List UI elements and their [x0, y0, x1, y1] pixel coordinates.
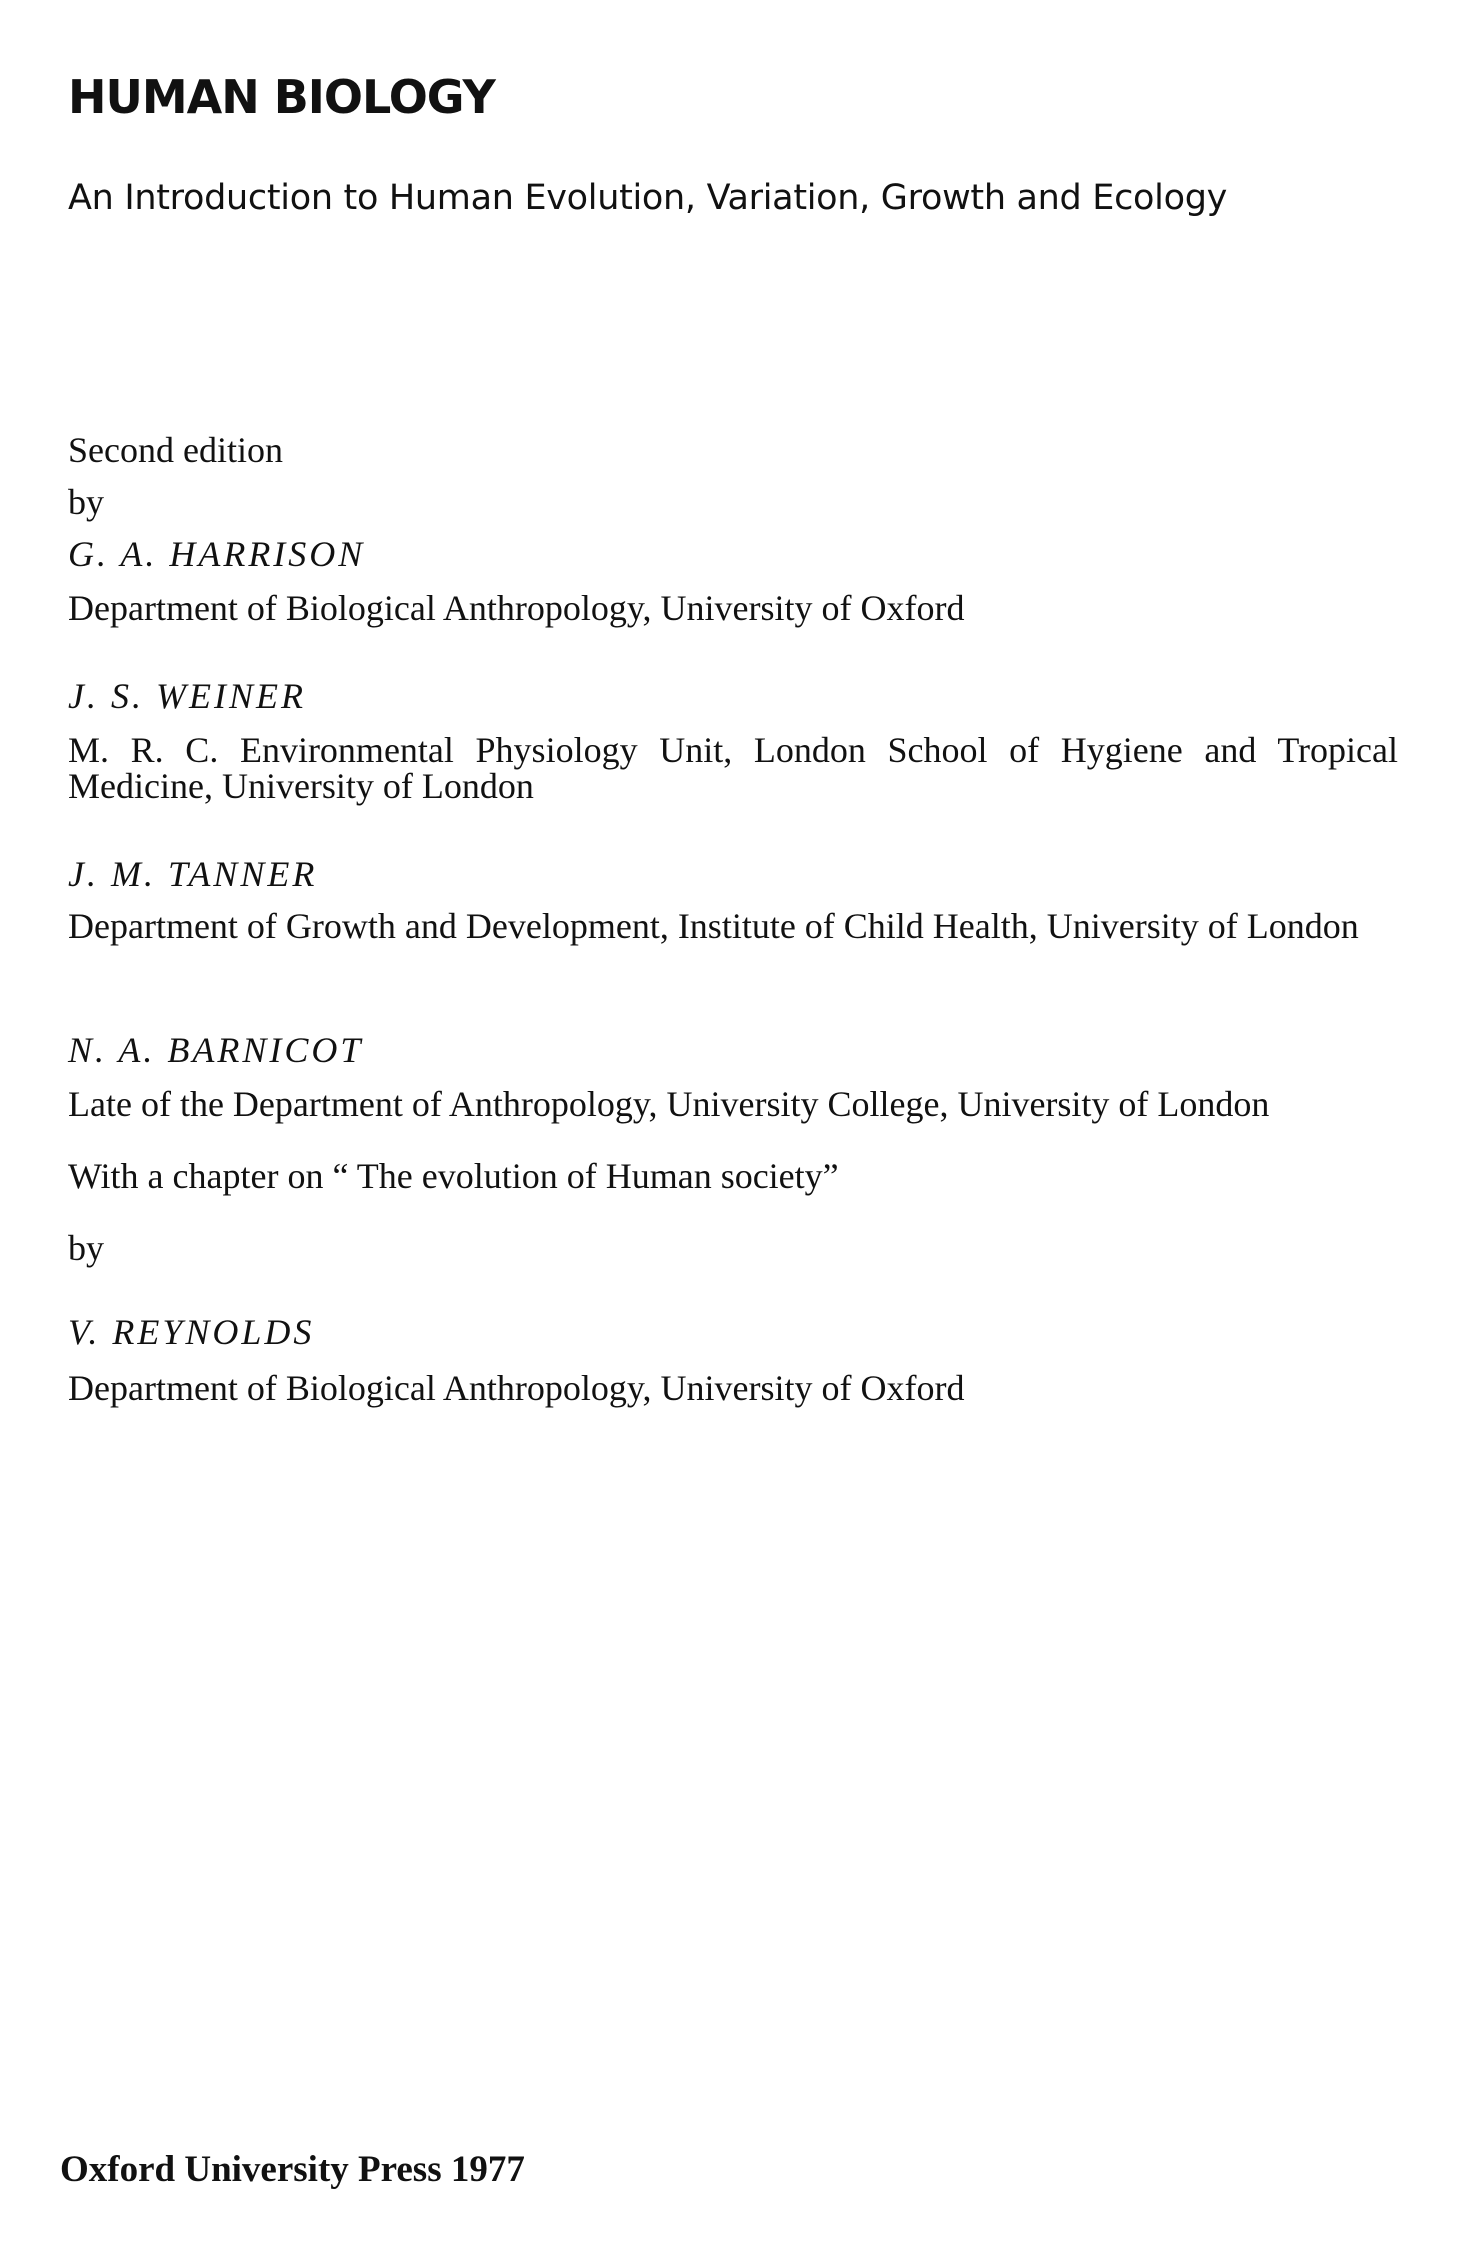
- author-name: G. A. HARRISON: [68, 534, 366, 574]
- book-title: HUMAN BIOLOGY: [68, 70, 495, 124]
- author-affiliation: M. R. C. Environmental Physiology Unit, London School of Hygiene and Tropical Medicine, University of London: [68, 730, 1398, 806]
- author-affiliation: Department of Growth and Development, Institute of Child Health, University of London: [68, 906, 1359, 946]
- contributor-affiliation: Department of Biological Anthropology, University of Oxford: [68, 1368, 965, 1408]
- author-affiliation: Department of Biological Anthropology, University of Oxford: [68, 588, 965, 628]
- book-subtitle: An Introduction to Human Evolution, Variation, Growth and Ecology: [68, 178, 1228, 218]
- contributor-name: V. REYNOLDS: [68, 1312, 315, 1352]
- author-name: J. M. TANNER: [68, 854, 318, 894]
- by-label: by: [68, 1228, 104, 1268]
- author-name: J. S. WEINER: [68, 676, 306, 716]
- edition-label: Second edition: [68, 430, 283, 470]
- author-affiliation: Late of the Department of Anthropology, University College, University of London: [68, 1084, 1270, 1124]
- author-name: N. A. BARNICOT: [68, 1030, 364, 1070]
- publisher-line: Oxford University Press 1977: [60, 2149, 525, 2190]
- chapter-note: With a chapter on “ The evolution of Human society”: [68, 1156, 839, 1196]
- by-label: by: [68, 482, 104, 522]
